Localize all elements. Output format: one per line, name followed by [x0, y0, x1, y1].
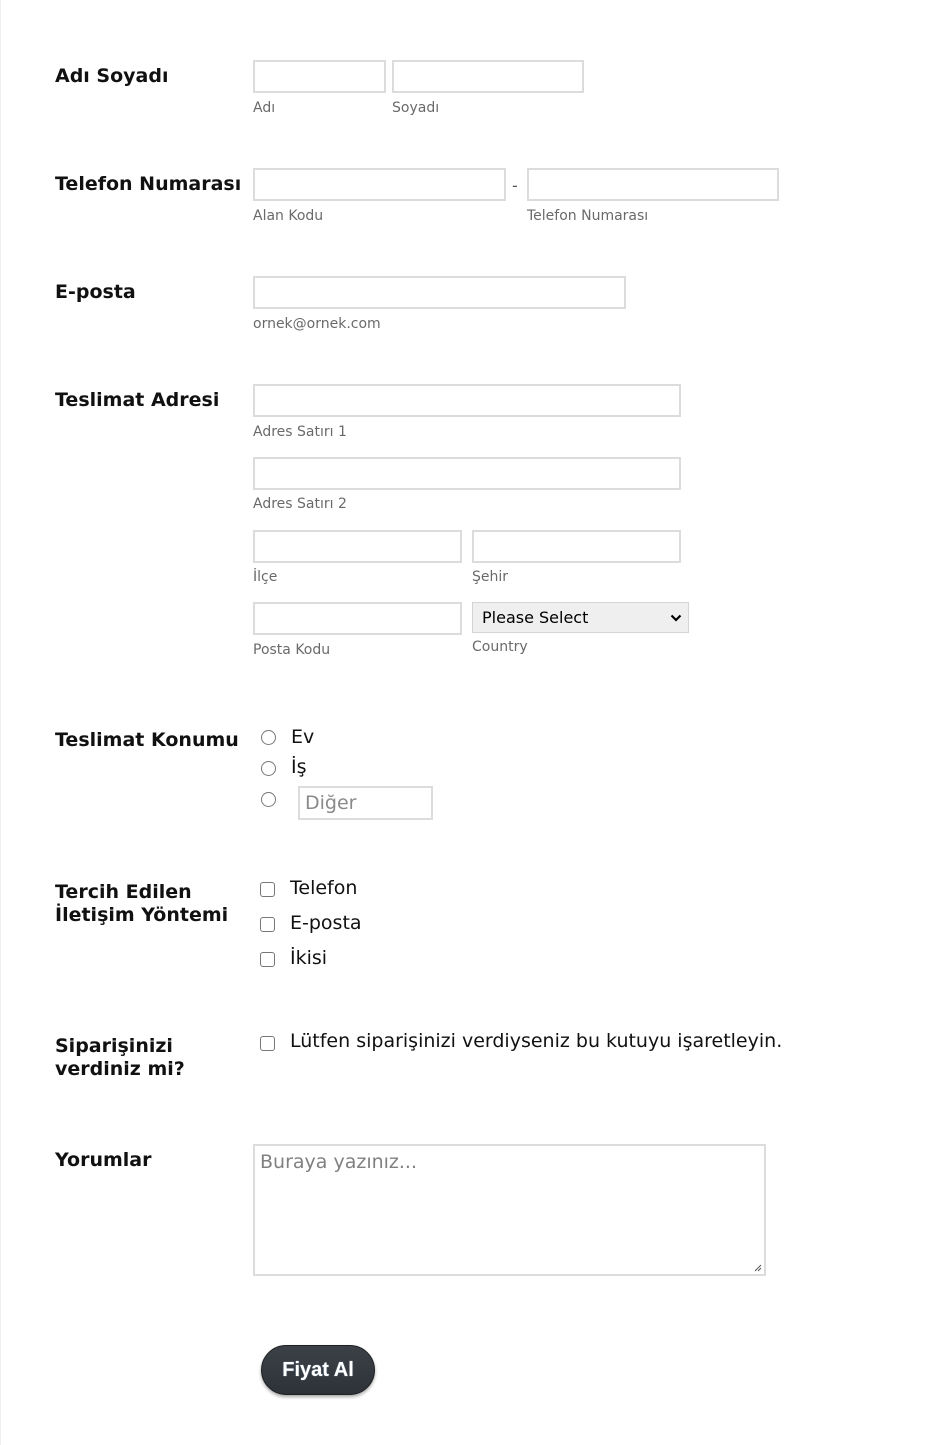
comments-placeholder: Buraya yazınız... — [260, 1151, 418, 1173]
chevron-down-icon — [670, 612, 682, 624]
area-code-sublabel: Alan Kodu — [253, 208, 324, 224]
radio-is[interactable] — [261, 761, 276, 776]
phone-number-sublabel: Telefon Numarası — [527, 208, 649, 224]
address-line2-sublabel: Adres Satırı 2 — [253, 496, 347, 512]
phone-separator: - — [512, 176, 518, 195]
radio-ev-label: Ev — [291, 726, 315, 748]
country-selected-value: Please Select — [482, 608, 589, 627]
ordered-label-line2: verdiniz mi? — [55, 1058, 185, 1080]
phone-label: Telefon Numarası — [55, 173, 242, 195]
checkbox-ikisi[interactable] — [260, 952, 275, 967]
delivery-location-label: Teslimat Konumu — [55, 729, 239, 751]
checkbox-telefon[interactable] — [260, 882, 275, 897]
comments-textarea[interactable] — [253, 1144, 766, 1276]
ordered-label-line1: Siparişinizi — [55, 1035, 173, 1057]
contact-method-label-line1: Tercih Edilen — [55, 881, 192, 903]
email-input[interactable] — [253, 276, 626, 309]
radio-is-label: İş — [291, 756, 307, 778]
phone-number-input[interactable] — [527, 168, 779, 201]
email-sublabel: ornek@ornek.com — [253, 316, 381, 332]
checkbox-eposta[interactable] — [260, 917, 275, 932]
comments-label: Yorumlar — [55, 1149, 152, 1171]
postal-code-sublabel: Posta Kodu — [253, 642, 331, 658]
resize-handle-icon[interactable] — [752, 1262, 762, 1272]
city-input[interactable] — [472, 530, 681, 563]
country-select[interactable] — [472, 602, 689, 633]
address-label: Teslimat Adresi — [55, 389, 220, 411]
email-label: E-posta — [55, 281, 136, 303]
last-name-input[interactable] — [392, 60, 584, 93]
address-line1-sublabel: Adres Satırı 1 — [253, 424, 347, 440]
radio-other[interactable] — [261, 792, 276, 807]
first-name-sublabel: Adı — [253, 100, 276, 116]
last-name-sublabel: Soyadı — [392, 100, 440, 116]
city-sublabel: Şehir — [472, 569, 509, 585]
checkbox-eposta-label: E-posta — [290, 912, 362, 934]
address-line1-input[interactable] — [253, 384, 681, 417]
other-location-input[interactable]: Diğer — [298, 786, 433, 820]
area-code-input[interactable] — [253, 168, 506, 201]
ordered-checkbox[interactable] — [260, 1036, 275, 1051]
district-sublabel: İlçe — [253, 569, 278, 585]
postal-code-input[interactable] — [253, 602, 462, 635]
checkbox-telefon-label: Telefon — [290, 877, 358, 899]
country-sublabel: Country — [472, 639, 528, 655]
full-name-label: Adı Soyadı — [55, 65, 169, 87]
ordered-checkbox-label: Lütfen siparişinizi verdiyseniz bu kutuyu işaretleyin. — [290, 1030, 783, 1052]
radio-ev[interactable] — [261, 730, 276, 745]
get-quote-button[interactable]: Fiyat Al — [261, 1345, 375, 1395]
first-name-input[interactable] — [253, 60, 386, 93]
district-input[interactable] — [253, 530, 462, 563]
address-line2-input[interactable] — [253, 457, 681, 490]
contact-method-label-line2: İletişim Yöntemi — [55, 904, 229, 926]
checkbox-ikisi-label: İkisi — [290, 947, 328, 969]
